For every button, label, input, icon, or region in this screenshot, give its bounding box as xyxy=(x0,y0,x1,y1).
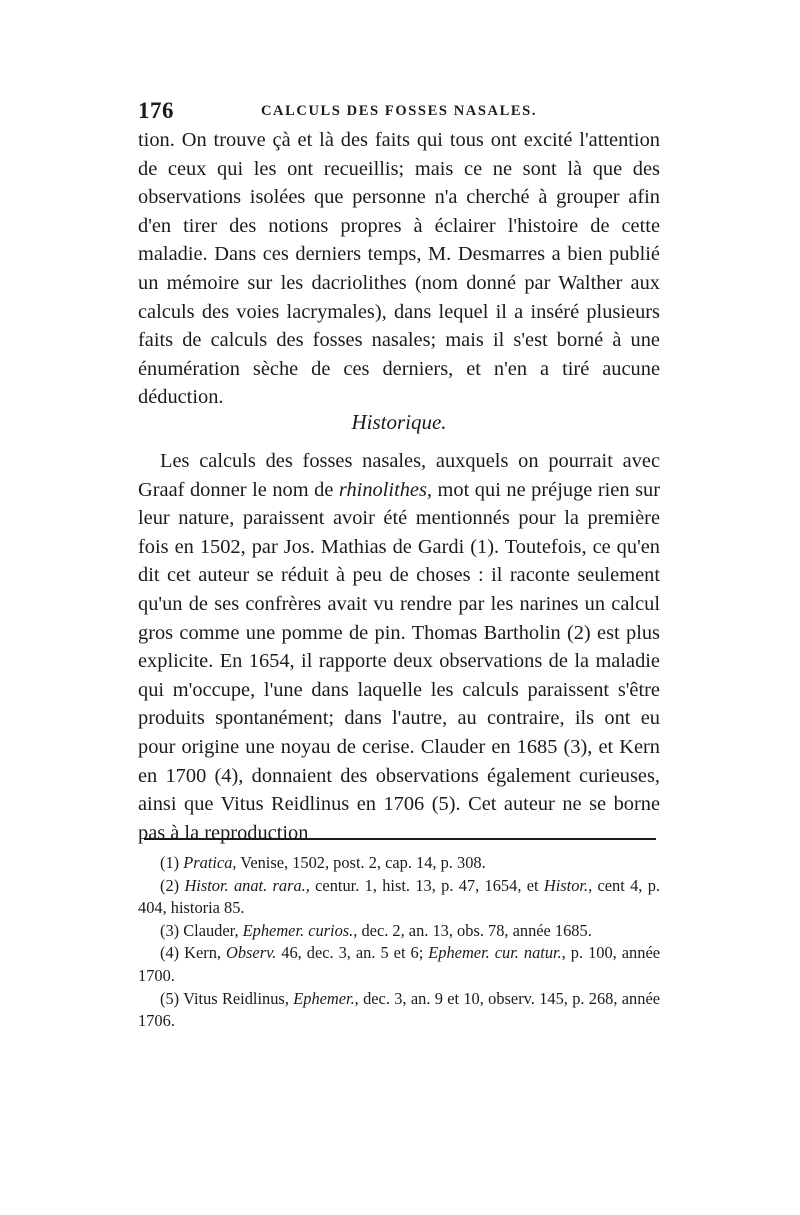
footnote-italic: Ephemer. curios., xyxy=(242,920,358,940)
footnote-text: Kern, xyxy=(179,943,227,963)
footnote-italic: Ephemer., xyxy=(293,988,359,1008)
footnote-text: cent 4, p. 404, historia 85. xyxy=(138,875,661,918)
page-header xyxy=(138,98,660,124)
footnotes xyxy=(138,852,660,1033)
body-paragraph-1 xyxy=(138,126,660,412)
footnote-4 xyxy=(138,942,660,987)
footnote-1 xyxy=(138,852,660,875)
footnote-text: Clauder, xyxy=(179,920,243,940)
footnote-text: centur. 1, hist. 13, p. 47, 1654, et xyxy=(309,875,544,895)
footnote-number: (2) xyxy=(160,875,180,895)
footnote-italic: Pratica, xyxy=(183,853,237,872)
footnote-3 xyxy=(138,920,660,943)
body-paragraph-2 xyxy=(138,447,660,847)
paragraph-text-part: mot qui ne préjuge rien sur leur nature, paraissent avoir été mentionnés pour la première fois en 1502, par Jos. Mathias de Gardi (1). Toutefois, ce qu'en dit cet auteur se réduit à peu de choses : il raconte seulement qu'un de ses confrères avait vu rendre par les narines un calcul gros comme une pomme de pin. Thomas Bartholin (2) est plus explicite. En 1654, il rapporte deux observations de la maladie qui m'occupe, l'une dans laquelle les calculs paraissent s'être produits spontanément; dans l'autre, au contraire, ils ont eu pour origine une noyau de cerise. Clauder en 1685 (3), et Kern en 1700 (4), donnaient des observations également curieuses, ainsi que Vitus Reidlinus en 1706 (5). Cet auteur ne se borne pas à la reproduction xyxy=(138,478,661,844)
footnote-italic: Observ. xyxy=(226,943,277,963)
page-number: 176 xyxy=(138,98,174,123)
footnote-text: p. 100, année 1700. xyxy=(138,943,660,985)
footnote-italic: Ephemer. cur. natur., xyxy=(428,943,566,963)
paragraph-text xyxy=(138,447,660,847)
footnote-text: dec. 2, an. 13, obs. 78, année 1685. xyxy=(357,920,592,940)
footnote-number: (3) xyxy=(160,920,180,940)
footnote-number: (4) xyxy=(160,943,180,963)
footnote-italic: Histor., xyxy=(543,875,593,895)
footnote-5 xyxy=(138,988,660,1033)
footnote-number: (1) xyxy=(160,853,180,872)
footnote-number: (5) xyxy=(160,988,180,1008)
footnote-text: Venise, 1502, post. 2, cap. 14, p. 308. xyxy=(236,853,486,872)
section-heading: Historique. xyxy=(351,410,447,434)
footnote-separator xyxy=(144,838,656,840)
italic-term: rhinolithes, xyxy=(338,478,433,501)
paragraph-text-part: Les calculs des fosses nasales, auxquels on pourrait avec Graaf donner le nom de xyxy=(138,450,660,501)
paragraph-text: tion. On trouve çà et là des faits qui tous ont excité l'attention de ceux qui les ont recueillis; mais ce ne sont là que des observations isolées que personne n'a cherché à grouper afin d'en tirer des notions propres à éclairer l'histoire de cette maladie. Dans ces derniers temps, M. Desmarres a bien publié un mémoire sur les dacriolithes (nom donné par Walther aux calculs des voies lacrymales), dans lequel il a inséré plusieurs faits de calculs des fosses nasales; mais il s'est borné à une énumération sèche de ces derniers, et n'en a tiré aucune déduction. xyxy=(138,129,660,409)
footnote-text: dec. 3, an. 9 et 10, observ. 145, p. 268, année 1706. xyxy=(138,988,660,1031)
footnote-text: 46, dec. 3, an. 5 et 6; xyxy=(276,943,429,963)
footnote-2 xyxy=(138,875,660,920)
running-title: CALCULS DES FOSSES NASALES. xyxy=(260,103,538,119)
footnote-text: Vitus Reidlinus, xyxy=(179,988,294,1008)
footnote-italic: Histor. anat. rara., xyxy=(184,875,310,895)
